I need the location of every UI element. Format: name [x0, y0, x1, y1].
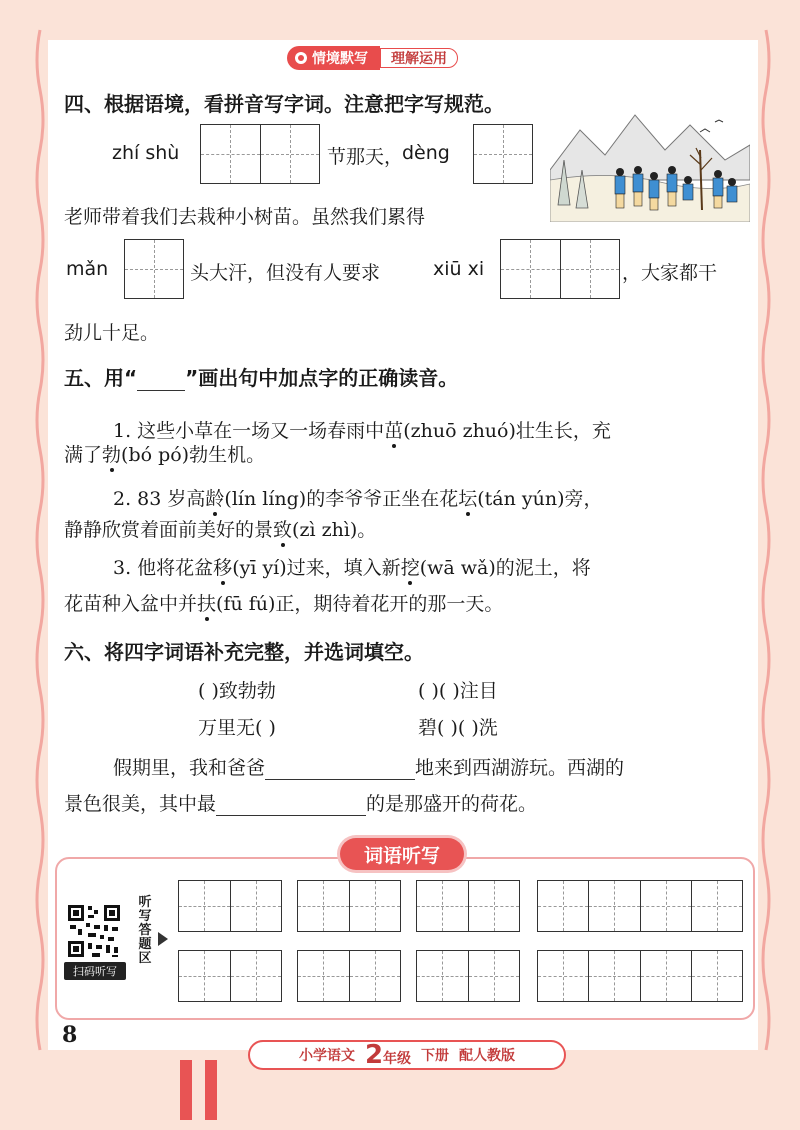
fill-line1: 假期里，我和爸爸 地来到西湖游玩。西湖的 [113, 757, 625, 779]
footer-badge [248, 1040, 566, 1070]
dotted-char: 扶 [197, 593, 217, 615]
dotted-char: 挖 [400, 557, 420, 579]
pinyin-zhishu: zhí shù [112, 142, 180, 164]
dotted-char: 移 [213, 557, 233, 579]
writing-grid-xiuxi[interactable] [500, 239, 620, 299]
text-toudahan: 头大汗，但没有人要求 [190, 262, 381, 284]
dotted-char: 龄 [205, 488, 225, 510]
pinyin-deng: dèng [402, 142, 450, 164]
section6-title: 六、将四字词语补充完整，并选词填空。 [64, 640, 424, 664]
dictation-grid[interactable] [416, 880, 520, 932]
idiom-4[interactable]: 碧( )( )洗 [418, 717, 498, 739]
writing-grid-man[interactable] [124, 239, 184, 299]
idiom-1[interactable]: ( )致勃勃 [198, 680, 276, 702]
s3-line1: 3. 他将花盆移(yī yí)过来，填入新挖(wā wǎ)的泥土，将 [113, 557, 591, 579]
text-jienatian: 节那天， [327, 146, 404, 168]
s3-line2: 花苗种入盆中并扶(fū fú)正，期待着花开的那一天。 [64, 593, 504, 615]
section-header-tag [287, 46, 458, 70]
section5-title [64, 362, 458, 391]
page-number: 8 [62, 1022, 78, 1048]
idiom-2[interactable]: ( )( )注目 [418, 680, 498, 702]
arrow-right-icon [158, 932, 168, 946]
tag-main-label: 情境默写 [312, 51, 368, 67]
fill-blank-2[interactable] [216, 795, 366, 816]
footer-term: 下册 [421, 1048, 450, 1064]
writing-grid-deng[interactable] [473, 124, 533, 184]
fill-blank-1[interactable] [265, 759, 415, 780]
dictation-grid[interactable] [416, 950, 520, 1002]
qr-code-icon[interactable] [66, 903, 122, 959]
pinyin-man: mǎn [66, 258, 109, 280]
footer-subject: 小学语文 [298, 1048, 355, 1064]
writing-grid-zhishu[interactable] [200, 124, 320, 184]
tree-planting-illustration [550, 110, 750, 222]
dictation-grid[interactable] [178, 950, 282, 1002]
idiom-3[interactable]: 万里无( ) [198, 717, 276, 739]
dictation-grid[interactable] [297, 950, 401, 1002]
tag-main [287, 46, 380, 70]
text-line2: 老师带着我们去栽种小树苗。虽然我们累得 [64, 206, 426, 228]
dictation-grid[interactable] [178, 880, 282, 932]
scan-label[interactable]: 扫码听写 [64, 962, 126, 980]
underline-sample [137, 370, 185, 391]
section5-title-a: 五、用“ [64, 366, 138, 390]
dotted-char: 茁 [384, 420, 404, 442]
dotted-char: 勃 [102, 444, 122, 466]
fill-line2: 景色很美，其中最 的是那盛开的荷花。 [64, 793, 538, 815]
s1-line2: 满了勃(bó pó)勃生机。 [64, 444, 266, 466]
pinyin-xiuxi: xiū xi [433, 258, 485, 280]
dictation-title: 词语听写 [340, 838, 464, 870]
dictation-grid[interactable] [537, 880, 743, 932]
section5-title-b: ”画出句中加点字的正确读音。 [185, 366, 459, 390]
text-line4: 劲儿十足。 [64, 322, 160, 344]
s2-line2: 静静欣赏着面前美好的景致(zì zhì)。 [64, 519, 377, 541]
section4-title: 四、根据语境，看拼音写字词。注意把字写规范。 [64, 92, 504, 116]
flower-icon [295, 52, 307, 64]
text-dajiadougan: ，大家都干 [622, 262, 718, 284]
tag-sub: 理解运用 [380, 48, 458, 68]
dotted-char: 坛 [458, 488, 478, 510]
s2-line1: 2. 83 岁高龄(lín líng)的李爷爷正坐在花坛(tán yún)旁， [113, 488, 603, 510]
dictation-grid[interactable] [297, 880, 401, 932]
footer-grade: 2年级 [364, 1040, 412, 1070]
s1-line1: 1. 这些小草在一场又一场春雨中茁(zhuō zhuó)壮生长，充 [113, 420, 611, 442]
dotted-char: 致 [273, 519, 293, 541]
footer-edition: 配人教版 [459, 1048, 516, 1064]
answer-area-vertical-label: 听 写 答 题 区 [138, 895, 152, 966]
dictation-grid[interactable] [537, 950, 743, 1002]
